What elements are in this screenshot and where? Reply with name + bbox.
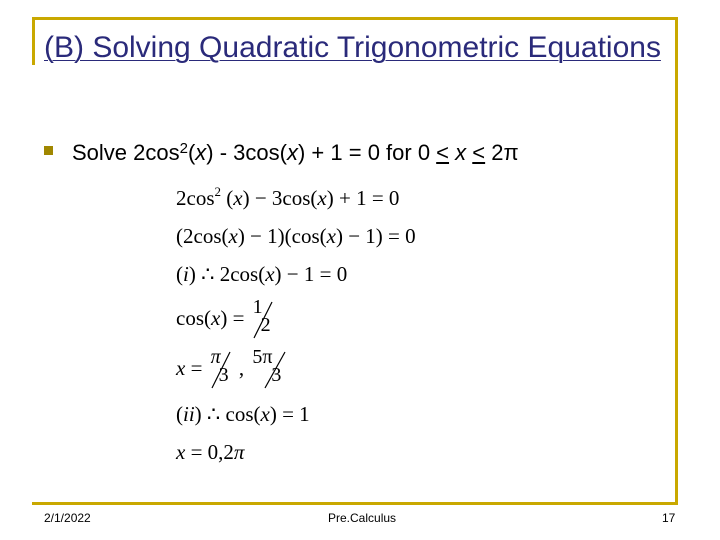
math-step-1: $2\cos^2$ (x) − 3cos(x) + 1 = 0 xyxy=(176,184,400,210)
bullet-item xyxy=(44,133,664,169)
frame-bottom-line xyxy=(32,502,678,505)
math-step-3: (i) ∴ 2cos(x) − 1 = 0 xyxy=(176,262,348,286)
slide-title: (B) Solving Quadratic Trigonometric Equations xyxy=(44,31,661,64)
footer-course: Pre.Calculus xyxy=(328,511,397,525)
slide-number: 17 xyxy=(662,511,676,525)
math-step-5: x = π 3 , 5π 3 xyxy=(176,350,289,390)
math-step-4: cos(x) = 1 2 xyxy=(176,300,276,340)
fraction-pi-over-3: π 3 xyxy=(208,350,234,390)
math-step-2: (2cos(x) − 1)(cos(x) − 1) = 0 xyxy=(176,224,416,248)
math-step-6: (ii) ∴ cos(x) = 1 xyxy=(176,402,310,426)
square-bullet-icon xyxy=(44,146,53,155)
math-step-7: x = 0,2π xyxy=(176,440,245,464)
frame-right-line xyxy=(675,17,678,505)
footer-date: 2/1/2022 xyxy=(44,511,91,525)
fraction-5pi-over-3: 5π 3 xyxy=(249,350,289,390)
fraction-one-half: 1 2 xyxy=(250,300,276,340)
frame-top-line xyxy=(32,17,678,20)
frame-left-line xyxy=(32,17,35,65)
problem-statement: Solve $2\cos^2(x) - 3\cos(x) + 1 = 0$ for 0 < x < 2π xyxy=(72,140,519,165)
